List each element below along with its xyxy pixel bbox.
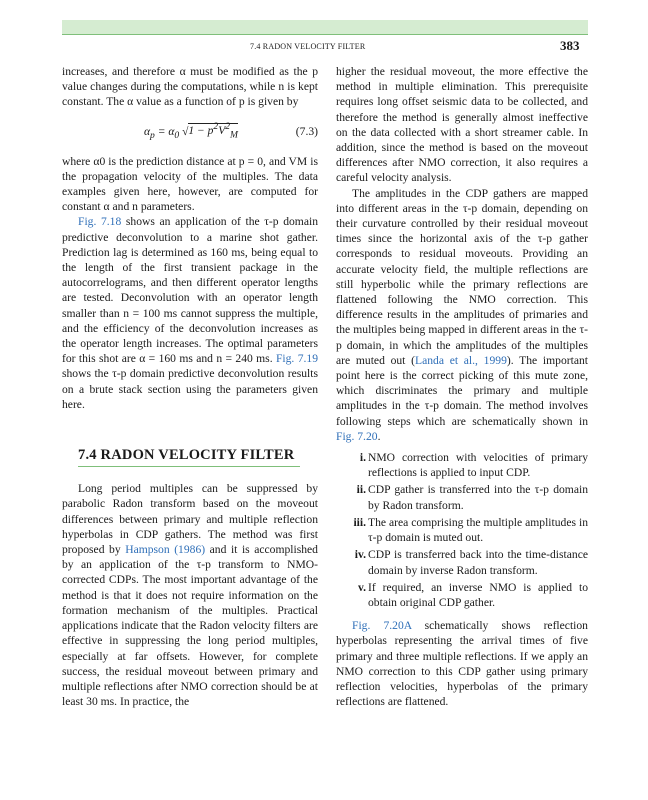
header-rule	[62, 34, 588, 35]
list-item: i. NMO correction with velocities of primary reflections is applied to input CDP.	[359, 451, 588, 480]
figure-link[interactable]: Fig. 7.19	[275, 352, 318, 366]
page-number: 383	[560, 38, 580, 53]
paragraph: increases, and therefore α must be modified as the p value changes during the computations, while n is kept constant. The α value as a function of p is given by	[62, 65, 318, 109]
figure-link[interactable]: Fig. 7.18	[78, 215, 122, 229]
equation-body: $\alpha_p = \alpha_0$ $√1 - p^2V^2_M$	[144, 121, 238, 141]
sqrt-content: $1 - p^2V^2_M$	[188, 121, 238, 141]
list-item: iii. The area comprising the multiple amplitudes in τ-p domain is muted out.	[353, 515, 588, 545]
paragraph: Long period multiples can be suppressed by parabolic Radon transform based on the moveout differences between primary and multiple reflection hyperbolas in CDP gathers. The method was first proposed by Hampson (1986) and it is accomplished by an application of the τ-p transform to NMO-corrected CDPs. The most important advantage of the method is that it does not require information on the formation mechanism of the multiples. Practical applications indicate that the Radon velocity filters are effective in suppressing the long period multiples, especially at far offsets. However, for complete success, the residual moveout between primary and multiple reflections after NMO correction should be at least 30 ms. In practice, the	[62, 482, 318, 709]
figure-link[interactable]: Fig. 7.20A	[352, 619, 412, 633]
list-item: iv. CDP is transferred back into the time-distance domain by inverse Radon transform.	[354, 548, 588, 577]
figure-link[interactable]: Fig. 7.20	[336, 429, 378, 443]
citation-link[interactable]: Hampson (1986)	[125, 543, 206, 557]
section-title: 7.4 RADON VELOCITY FILTER	[78, 447, 295, 464]
paragraph: Fig. 7.20A schematically shows reflection hyperbolas representing the arrival times of five primary and three multiple reflections. If we apply an NMO correction to this CDP gather using primary reflection velocities, hyperbolas of the primary reflections are flattened.	[336, 619, 588, 709]
section-rule	[78, 466, 300, 467]
equation-7-3	[62, 112, 318, 150]
list-item: ii. CDP gather is transferred into the τ-p domain by Radon transform.	[356, 483, 588, 512]
list-item: v. If required, an inverse NMO is applied to obtain original CDP gather.	[357, 580, 588, 609]
paragraph: Fig. 7.18 shows an application of the τ-p domain predictive deconvolution to a marine shot gather. Prediction lag is determined as 160 ms, being equal to the length of the first transient package in the autocorrelograms, and then different operator lengths are tested. Deconvolution with an operator length smaller than n = 100 ms cannot suppress the multiple, and the efficiency of the deconvolution increases as the operator length increases. The optimal parameters for this shot are α = 160 ms and n = 240 ms. Fig. 7.19 shows the τ-p domain predictive deconvolution results on a brute stack section using the parameters given here.	[62, 215, 318, 411]
running-head: 7.4 RADON VELOCITY FILTER	[250, 42, 366, 51]
equation-number: (7.3)	[295, 124, 318, 138]
sqrt-sign: √	[182, 125, 189, 138]
paragraph: higher the residual moveout, the more effective the method in multiple elimination. This prerequisite requires long offset seismic data to be collected, and therefore the method is generally almost ineffective on the data collected with a short streamer cable. In addition, since the method is based on the moveout differences after NMO correction, it also requires a careful velocity analysis.	[336, 65, 588, 185]
left-column	[62, 64, 318, 709]
right-column	[336, 64, 588, 709]
citation-link[interactable]: Landa et al., 1999	[415, 353, 507, 367]
steps-list	[336, 450, 588, 610]
paragraph: The amplitudes in the CDP gathers are mapped into different areas in the τ-p domain, depending on their curvature controlled by their residual moveout times since the horizontal axis of the τ-p gather corresponds to residual moveouts. Providing an accurate velocity field, the multiple reflections are still hyperbolic while the primary reflections are flattened following the NMO correction. This difference results in the amplitudes of primaries and the multiples being mapped in different areas in the τ-p domain, in which the amplitudes of the multiples are muted out (Landa et al., 1999). The important point here is the correct picking of this mute zone, which discriminates the primary and multiple amplitudes in the τ-p domain. The method involves following steps which are schematically shown in Fig. 7.20.	[336, 186, 588, 443]
paragraph: where α0 is the prediction distance at p = 0, and VM is the propagation velocity of the multiples. The data examples given here, however, are computed for constant α and n parameters.	[62, 154, 318, 214]
header-band	[62, 20, 588, 34]
